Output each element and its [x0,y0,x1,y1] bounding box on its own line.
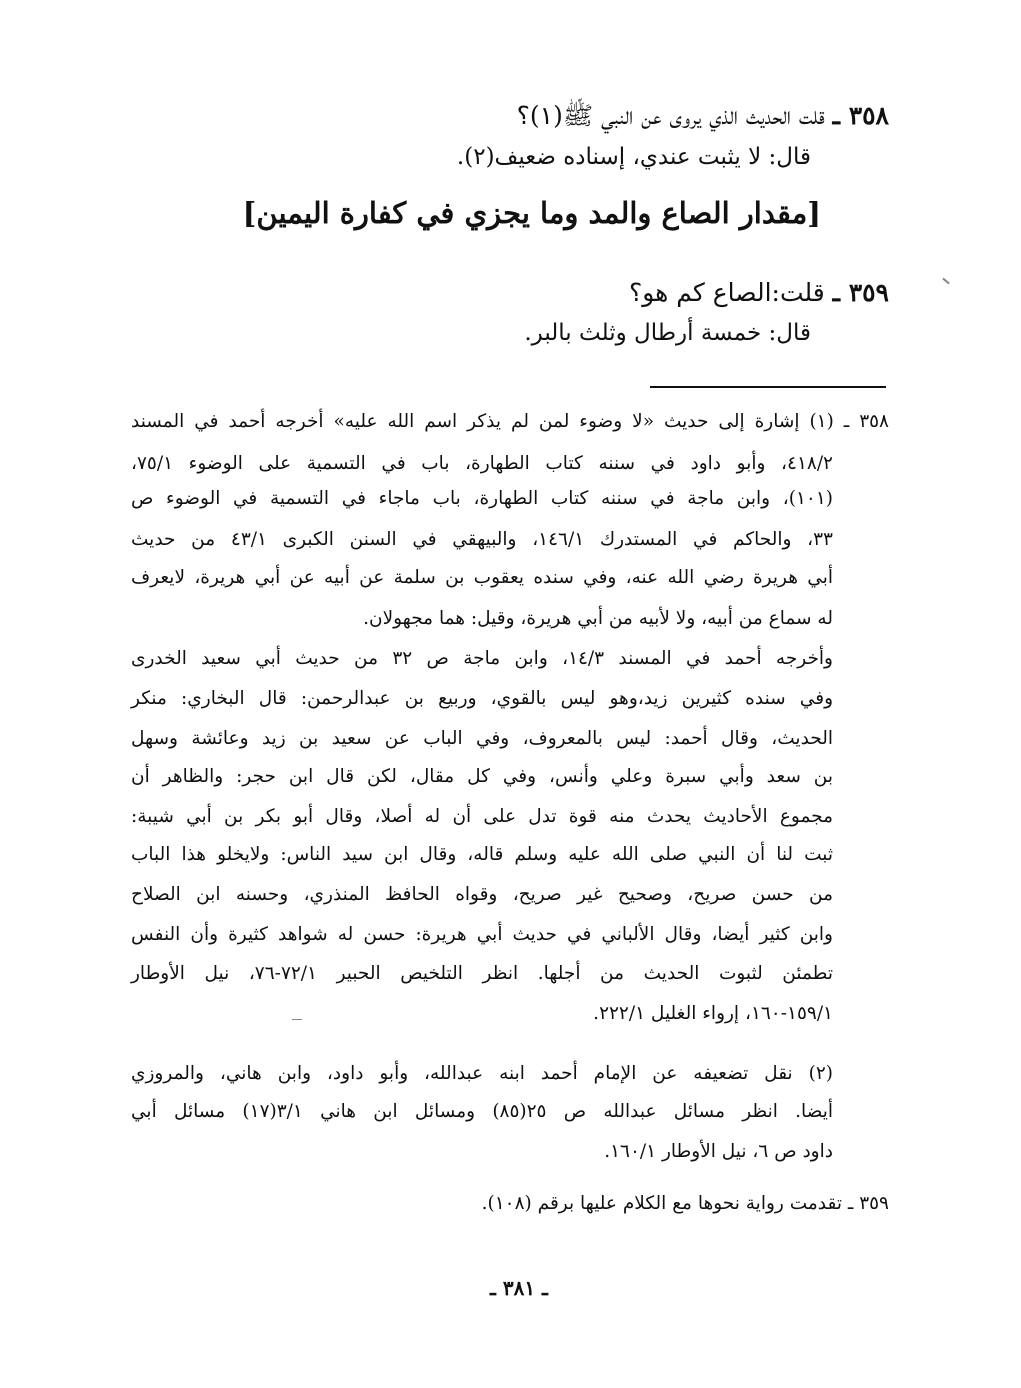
footnote-divider [650,386,886,388]
footnote-line: (١٠١)، وابن ماجة في سننه كتاب الطهارة، باب ماجاء في التسمية في الوضوء ص [131,488,833,509]
entry-358-question [517,100,889,137]
entry-359-number: ٣٥٩ ـ [832,278,889,307]
section-heading: [مقدار الصاع والمد وما يجزي في كفارة اليمين] [242,196,821,230]
page-number: ـ ٣٨١ ـ [490,1276,548,1300]
entry-358-answer: قال: لا يثبت عندي، إسناده ضعيف(٢). [456,144,811,170]
scan-speck [292,1019,302,1020]
footnote-line: أبي هريرة رضي الله عنه، وفي سنده يعقوب بن سلمة عن أبيه عن أبي هريرة، لايعرف [131,567,833,588]
footnote-line: الحديث، وقال أحمد: ليس بالمعروف، وفي الباب عن سعيد بن زيد وعائشة وسهل [131,728,833,749]
footnote-line: وفي سنده كثيرين زيد،وهو ليس بالقوي، وربيع بن عبدالرحمن: قال البخاري: منكر [131,688,833,709]
entry-359-question-text: قلت:الصاع كم هو؟ [628,278,825,307]
footnote-line: (٢) نقل تضعيفه عن الإمام أحمد ابنه عبدالله، وأبو داود، وابن هاني، والمروزي [131,1063,833,1084]
footnote-359: ٣٥٩ ـ تقدمت رواية نحوها مع الكلام عليها برقم (١٠٨). [481,1193,889,1214]
footnote-line: ٣٥٨ ـ (١) إشارة إلى حديث «لا وضوء لمن لم يذكر اسم الله عليه» أخرجه أحمد في المسند [131,411,889,432]
footnote-line: ١٥٩/١-١٦٠، إرواء الغليل ٢٢٢/١. [593,1003,833,1024]
entry-358-number: ٣٥٨ ـ [832,101,889,130]
footnote-line: أيضا. انظر مسائل عبدالله ص ٢٥(٨٥) ومسائل ابن هاني ٣/١(١٧) مسائل أبي [131,1101,833,1122]
footnote-line: ثبت لنا أن النبي صلى الله عليه وسلم قاله، وقال ابن سيد الناس: ولايخلو هذا الباب [131,844,833,865]
scan-speck [942,278,949,285]
entry-359-question [629,278,889,307]
footnote-line: من حسن صريح، وصحيح غير صريح، وقواه الحافظ المنذري، وحسنه ابن الصلاح [131,884,833,905]
footnote-line: وأخرجه أحمد في المسند ١٤/٣، وابن ماجة ص ٣٢ من حديث أبي سعيد الخدرى [131,648,833,669]
entry-358-question-text: قلت الحديث الذي يروى عن النبي ﷺ(١)؟ [516,101,825,130]
entry-359-answer: قال: خمسة أرطال وثلث بالبر. [524,320,811,346]
footnote-line: وابن كثير أيضا، وقال الألباني في حديث أبي هريرة: حسن له شواهد كثيرة وأن النفس [131,924,833,945]
footnote-line: تطمئن لثبوت الحديث من أجلها. انظر التلخيص الحبير ٧٢/١-٧٦، نيل الأوطار [131,963,833,984]
footnote-line: له سماع من أبيه، ولا لأبيه من أبي هريرة، وقيل: هما مجهولان. [363,608,833,629]
footnote-line: ٣٣، والحاكم في المستدرك ١٤٦/١، والبيهقي في السنن الكبرى ٤٣/١ من حديث [131,529,833,550]
footnote-line: بن سعد وأبي سبرة وعلي وأنس، وفي كل مقال، لكن قال ابن حجر: والظاهر أن [131,766,833,787]
footnote-line: ٤١٨/٢، وأبو داود في سننه كتاب الطهارة، باب في التسمية على الوضوء ٧٥/١، [131,453,833,474]
footnote-line: داود ص ٦، نيل الأوطار ١٦٠/١. [604,1141,833,1162]
footnote-line: مجموع الأحاديث يحدث منه قوة تدل على أن له أصلا، وقال أبو بكر بن أبي شيبة: [131,806,833,827]
